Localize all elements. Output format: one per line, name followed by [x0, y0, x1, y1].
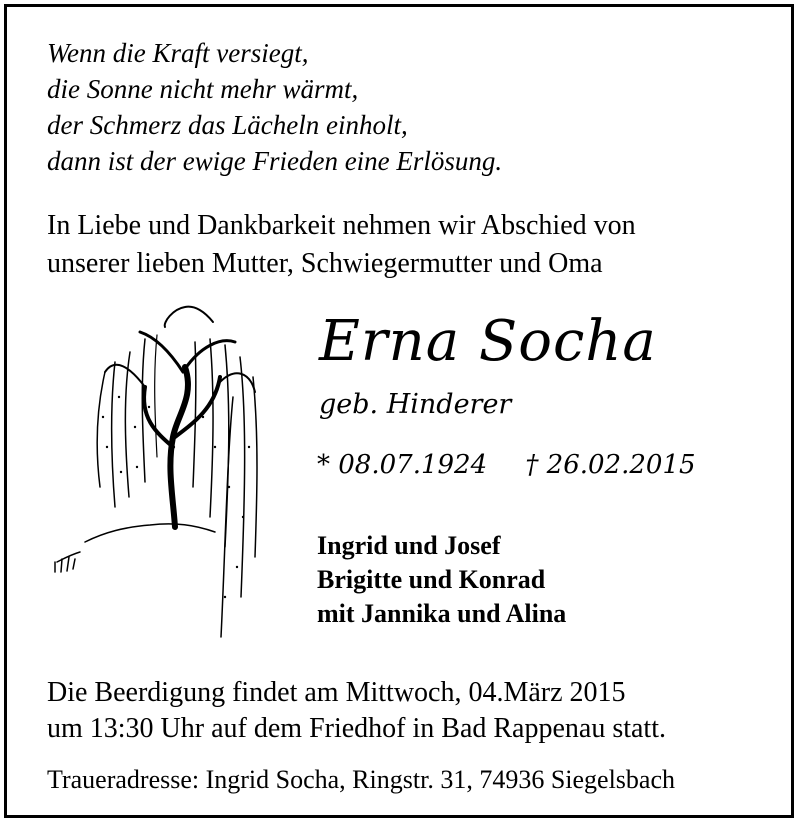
- mourner-line: Brigitte und Konrad: [317, 565, 546, 594]
- intro-line: unserer lieben Mutter, Schwiegermutter und Oma: [47, 248, 603, 279]
- funeral-line: um 13:30 Uhr auf dem Friedhof in Bad Rappenau statt.: [47, 713, 666, 744]
- mourner-line: Ingrid und Josef: [317, 531, 501, 560]
- death-date: † 26.02.2015: [525, 450, 696, 480]
- funeral-notice: [47, 675, 666, 747]
- deceased-name: Erna Socha: [319, 309, 657, 374]
- maiden-name: geb. Hinderer: [319, 389, 512, 420]
- life-dates: [317, 447, 696, 483]
- memorial-poem: [47, 35, 502, 179]
- mourning-address: Traueradresse: Ingrid Socha, Ringstr. 31, 74936 Siegelsbach: [47, 765, 675, 794]
- poem-line: Wenn die Kraft versiegt,: [47, 38, 309, 68]
- obituary-card: [4, 4, 794, 818]
- mourners-list: [317, 529, 566, 631]
- mourner-line: mit Jannika und Alina: [317, 599, 567, 628]
- poem-line: dann ist der ewige Frieden eine Erlösung.: [47, 146, 503, 176]
- poem-line: der Schmerz das Lächeln einholt,: [47, 110, 408, 140]
- weeping-willow-icon: [45, 297, 285, 647]
- birth-date: * 08.07.1924: [317, 450, 488, 480]
- farewell-intro: [47, 207, 636, 283]
- intro-line: In Liebe und Dankbarkeit nehmen wir Abschied von: [47, 210, 636, 241]
- poem-line: die Sonne nicht mehr wärmt,: [47, 74, 359, 104]
- funeral-line: Die Beerdigung findet am Mittwoch, 04.März 2015: [47, 677, 626, 708]
